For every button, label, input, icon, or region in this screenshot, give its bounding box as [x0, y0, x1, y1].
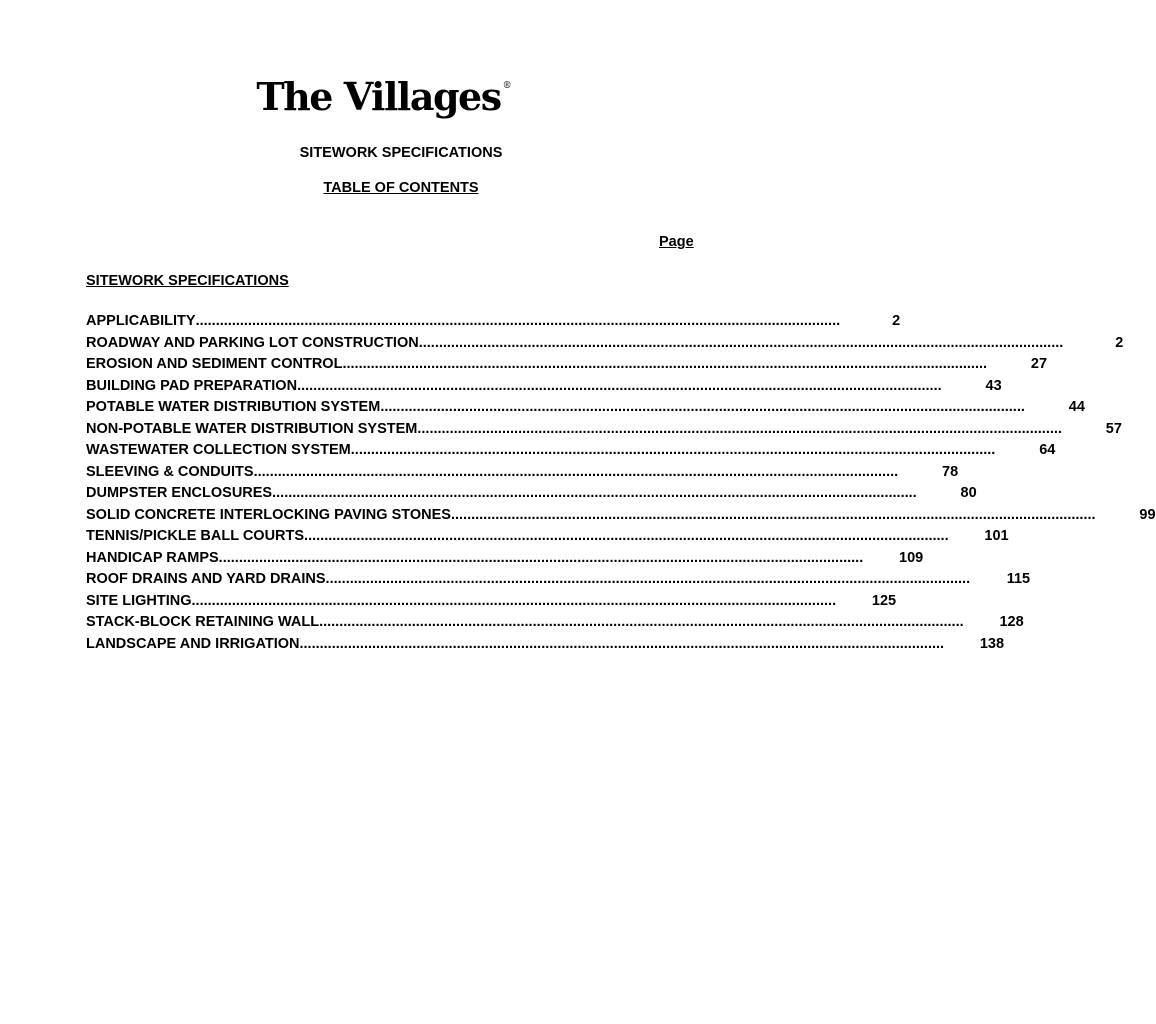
- toc-entry-title: POTABLE WATER DISTRIBUTION SYSTEM: [86, 399, 381, 415]
- dot-leader: ................................................................................................................................................................: [253, 463, 899, 480]
- dot-leader: ................................................................................................................................................................: [417, 420, 1062, 437]
- toc-entry-page: 128: [999, 614, 1024, 630]
- toc-row: [86, 376, 1002, 398]
- toc-entry-page: 138: [979, 635, 1005, 652]
- toc-entry-title: BUILDING PAD PREPARATION: [86, 377, 298, 394]
- toc-entry-page: 27: [1030, 356, 1048, 372]
- toc-row: [86, 483, 977, 505]
- dot-leader: ................................................................................................................................................................: [218, 549, 864, 566]
- dot-leader: ................................................................................................................................................................: [450, 506, 1096, 523]
- dot-leader: ................................................................................................................................................................: [304, 528, 949, 544]
- toc-title: TABLE OF CONTENTS: [323, 180, 479, 196]
- toc-entry-title: SLEEVING & CONDUITS: [86, 463, 254, 480]
- toc-row: [86, 569, 1031, 591]
- toc-entry-title: SITE LIGHTING: [86, 592, 192, 609]
- toc-entry-title: EROSION AND SEDIMENT CONTROL: [86, 356, 343, 372]
- toc-entry-title: LANDSCAPE AND IRRIGATION: [86, 635, 300, 652]
- toc-entry-page: 43: [985, 377, 1002, 394]
- toc-entry-title: DUMPSTER ENCLOSURES: [86, 485, 273, 501]
- toc-entry-page: 57: [1105, 420, 1122, 437]
- dot-leader: ................................................................................................................................................................: [299, 635, 945, 652]
- toc-entry-page: 80: [960, 485, 977, 501]
- toc-row: [86, 311, 901, 333]
- toc-entry-page: 115: [1006, 571, 1031, 587]
- toc-entry-title: HANDICAP RAMPS: [86, 549, 219, 566]
- toc-row: [86, 505, 1156, 527]
- toc-row: [86, 526, 1009, 548]
- toc-row: [86, 397, 1085, 419]
- dot-leader: ................................................................................................................................................................: [319, 614, 964, 630]
- toc-row: [86, 419, 1122, 441]
- toc-row: [86, 354, 1048, 376]
- toc-entry-page: 64: [1039, 442, 1056, 458]
- toc-entry-page: 2: [1115, 334, 1124, 351]
- toc-entry-title: NON-POTABLE WATER DISTRIBUTION SYSTEM: [86, 420, 418, 437]
- page-column-header: Page: [659, 234, 694, 250]
- toc-entry-page: 125: [871, 592, 897, 609]
- toc-entry-page: 109: [899, 549, 924, 566]
- toc-entry-page: 2: [892, 313, 901, 329]
- toc-row: [86, 634, 1005, 656]
- toc-entry-title: TENNIS/PICKLE BALL COURTS: [86, 528, 305, 544]
- dot-leader: ................................................................................................................................................................: [297, 377, 942, 394]
- dot-leader: ................................................................................................................................................................: [350, 442, 996, 458]
- toc-entry-title: APPLICABILITY: [86, 313, 196, 329]
- toc-entry-page: 99: [1139, 506, 1156, 523]
- toc-entry-page: 78: [942, 463, 959, 480]
- toc-entry-page: 44: [1068, 399, 1085, 415]
- toc-row: [86, 462, 959, 484]
- toc-entry-title: WASTEWATER COLLECTION SYSTEM: [86, 442, 351, 458]
- dot-leader: ................................................................................................................................................................: [195, 313, 841, 329]
- dot-leader: ................................................................................................................................................................: [272, 485, 917, 501]
- dot-leader: ................................................................................................................................................................: [191, 592, 837, 609]
- logo-text: The Villages: [256, 74, 501, 119]
- toc-row: [86, 440, 1056, 462]
- dot-leader: ................................................................................................................................................................: [342, 356, 988, 372]
- dot-leader: ................................................................................................................................................................: [325, 571, 971, 587]
- logo: [0, 62, 768, 121]
- toc-row: [86, 612, 1024, 634]
- registered-mark: ®: [502, 81, 512, 91]
- toc-entry-page: 101: [984, 528, 1009, 544]
- toc-row: [86, 333, 1124, 355]
- toc-row: [86, 591, 897, 613]
- toc-entry-title: ROADWAY AND PARKING LOT CONSTRUCTION: [86, 334, 419, 351]
- toc-row: [86, 548, 924, 570]
- section-heading: SITEWORK SPECIFICATIONS: [86, 273, 289, 289]
- dot-leader: ................................................................................................................................................................: [380, 399, 1025, 415]
- toc-entry-title: SOLID CONCRETE INTERLOCKING PAVING STONES: [86, 506, 451, 523]
- toc-list: [86, 311, 1156, 655]
- document-title: SITEWORK SPECIFICATIONS: [299, 145, 503, 161]
- dot-leader: ................................................................................................................................................................: [418, 334, 1064, 351]
- toc-entry-title: STACK-BLOCK RETAINING WALL: [86, 614, 320, 630]
- toc-entry-title: ROOF DRAINS AND YARD DRAINS: [86, 571, 326, 587]
